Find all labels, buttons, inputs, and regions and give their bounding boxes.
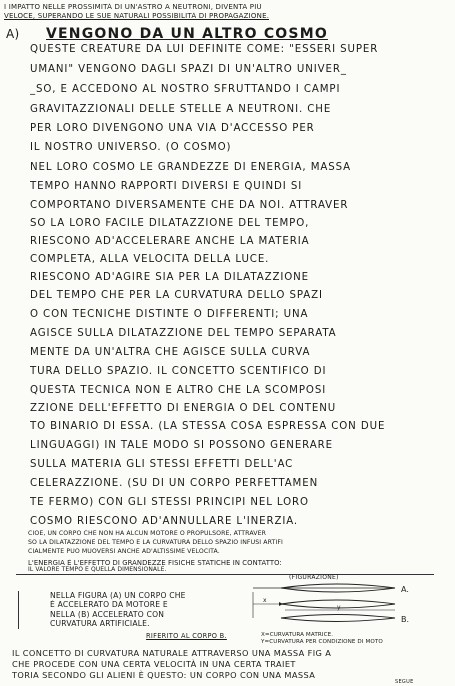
body-line: RIESCONO AD'AGIRE SIA PER LA DILATAZZIONE	[30, 272, 310, 283]
body-line: IL NOSTRO UNIVERSO. (O COSMO)	[30, 142, 232, 153]
bottom-line: CHE PROCEDE CON UNA CERTA VELOCITÀ IN UNA CERTA TRAIET	[12, 659, 296, 669]
label-y: y	[337, 604, 341, 611]
label-x: x	[263, 597, 267, 604]
footnote-line: IL VALORE TEMPO E QUELLA DIMENSIONALE.	[28, 566, 167, 573]
footnote-line: L'ENERGIA È L'EFFETTO DI GRANDEZZE FISICHE STATICHE IN CONTATTO:	[28, 559, 282, 567]
body-line: COSMO RIESCONO AD'ANNULLARE L'INERZIA.	[30, 516, 299, 527]
body-line: _SO, E ACCEDONO AL NOSTRO SFRUTTANDO I CAMPI	[30, 84, 341, 95]
legend-y: Y=CURVATURA PER CONDIZIONE DI MOTO	[261, 639, 383, 645]
label-a: A.	[401, 585, 409, 594]
body-line: O CON TECNICHE DISTINTE O DIFFERENTI; UNA	[30, 309, 309, 320]
body-line: RIESCONO AD'ACCELERARE ANCHE LA MATERIA	[30, 236, 310, 247]
label-b: B.	[401, 615, 410, 624]
body-line: GRAVITAZZIONALI DELLE STELLE A NEUTRONI. CHE	[30, 104, 332, 115]
body-line: COMPORTANO DIVERSAMENTE CHE DA NOI. ATTRAVER	[30, 200, 349, 211]
legend-x: X=CURVATURA MATRICE.	[261, 632, 334, 638]
bottom-line: TORIA SECONDO GLI ALIENI È QUESTO: UN CORPO CON UNA MASSA	[12, 670, 316, 680]
separator-line	[16, 574, 434, 575]
top-note-line: VELOCE, SUPERANDO LE SUE NATURALI POSSIBILITÀ DI PROPAGAZIONE.	[4, 12, 270, 20]
top-note-line: I IMPATTO NELLE PROSSIMITÀ DI UN'ASTRO A NEUTRONI, DIVENTA PIÙ	[4, 3, 262, 11]
footnote-line: CIOÈ, UN CORPO CHE NON HA ALCUN MOTORE O PROPULSORE, ATTRAVER	[28, 530, 267, 537]
body-line: PER LORO DIVENGONO UNA VIA D'ACCESSO PER	[30, 123, 315, 134]
figure-title: (FIGURAZIONE)	[289, 574, 339, 581]
body-line: TE FERMO) CON GLI STESSI PRINCIPI NEL LORO	[30, 497, 309, 508]
body-line: SULLA MATERIA GLI STESSI EFFETTI DELL'AC	[30, 459, 294, 470]
figure-diagram	[245, 578, 425, 630]
figure-caption-line: NELLA (B) ACCELERATO CON	[50, 610, 165, 619]
body-line: LINGUAGGI) IN TALE MODO SI POSSONO GENERARE	[30, 440, 333, 451]
footnote-line: SO LA DILATAZZIONE DEL TEMPO E LA CURVATURA DELLO SPAZIO INFUSI ARTIFI	[28, 539, 283, 546]
segue-label: SEGUE	[395, 679, 414, 685]
bottom-line: IL CONCETTO DI CURVATURA NATURALE ATTRAVERSO UNA MASSA FIG A	[12, 648, 332, 658]
body-line: TO BINARIO DI ESSA. (LA STESSA COSA ESPRESSA CON DUE	[30, 421, 386, 432]
figure-caption-line: È ACCELERATO DA MOTORE E	[50, 600, 168, 609]
figure-box-edge	[18, 591, 19, 629]
section-title: VENGONO DA UN ALTRO COSMO	[46, 26, 328, 42]
body-line: CELERAZZIONE. (SU DI UN CORPO PERFETTAMEN	[30, 478, 319, 489]
body-b-shape	[281, 615, 395, 622]
body-line: ZZIONE DELL'EFFETTO DI ENERGIA O DEL CONTENU	[30, 403, 337, 414]
body-line: COMPLETA, ALLA VELOCITÀ DELLA LUCE.	[30, 254, 270, 265]
figure-caption-line: NELLA FIGURA (A) UN CORPO CHE	[50, 591, 186, 600]
body-line: SO LA LORO FACILE DILATAZZIONE DEL TEMPO,	[30, 218, 310, 229]
section-letter: A)	[6, 27, 20, 41]
figure-reference: RIFERITO AL CORPO B.	[146, 632, 227, 640]
body-line: TEMPO HANNO RAPPORTI DIVERSI E QUINDI SI	[30, 181, 303, 192]
body-line: AGISCE SULLA DILATAZZIONE DEL TEMPO SEPARATA	[30, 328, 337, 339]
body-line: TURA DELLO SPAZIO. IL CONCETTO SCENTIFICO DI	[30, 366, 327, 377]
body-line: DEL TEMPO CHE PER LA CURVATURA DELLO SPAZI	[30, 290, 323, 301]
body-line: QUESTA TECNICA NON È ALTRO CHE LA SCOMPOSI	[30, 385, 327, 396]
body-line: MENTE DA UN'ALTRA CHE AGISCE SULLA CURVA	[30, 347, 311, 358]
body-line: NEL LORO COSMO LE GRANDEZZE DI ENERGIA, MASSA	[30, 162, 352, 173]
body-line: QUESTE CREATURE DA LUI DEFINITE COME: "ESSERI SUPER	[30, 44, 379, 55]
body-line: UMANI" VENGONO DAGLI SPAZI DI UN'ALTRO UNIVER_	[30, 64, 347, 75]
footnote-line: CIALMENTE PUÒ MUOVERSI ANCHE AD'ALTISSIME VELOCITÀ.	[28, 548, 220, 555]
figure-caption-line: CURVATURA ARTIFICIALE.	[50, 619, 150, 628]
